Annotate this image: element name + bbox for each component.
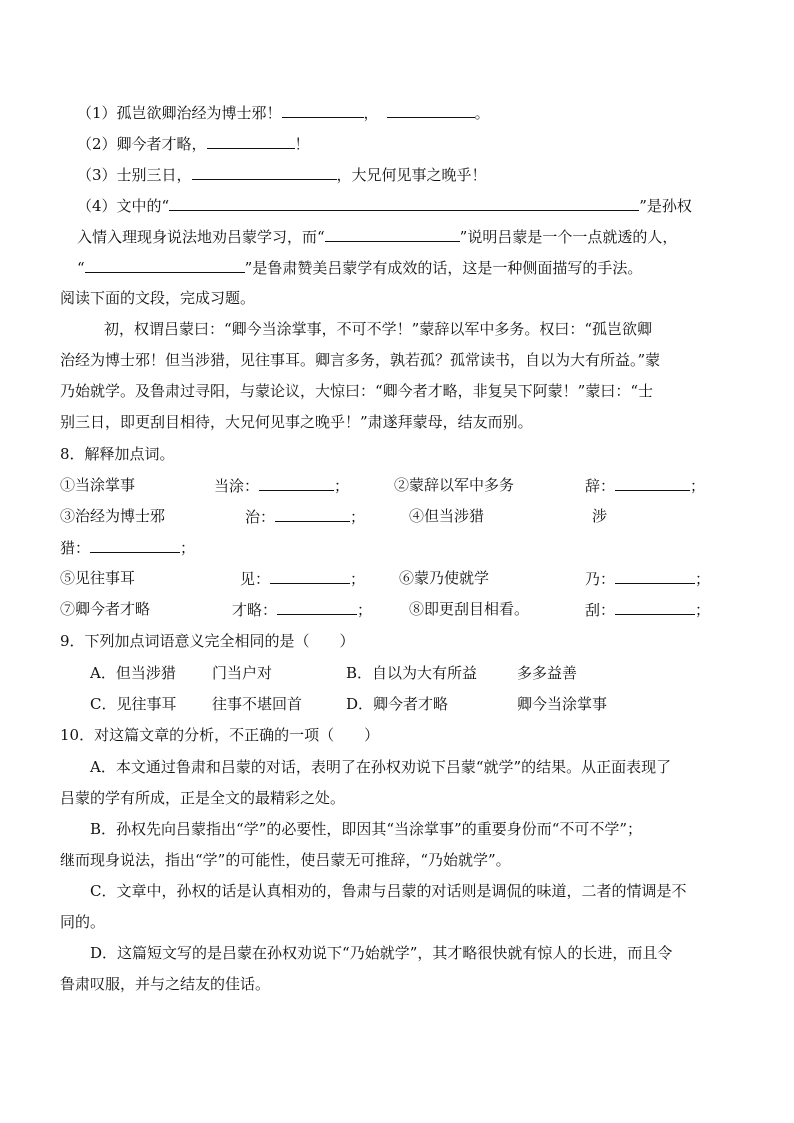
q1-text: （1）孤岂欲卿治经为博士邪！ (77, 104, 282, 122)
fill-in-q3 (77, 163, 487, 185)
q8-item-sentence: ④但当涉猎 (409, 507, 485, 525)
q9-title: 9．下列加点词语意义完全相同的是（ ） (60, 632, 355, 650)
q8-item-sentence: ⑦卿今者才略 (60, 600, 151, 618)
q10-option-c-cont: 同的。 (60, 913, 106, 931)
fill-in-q4-line3 (77, 256, 642, 278)
reading-instruction: 阅读下面的文段，完成习题。 (60, 289, 256, 307)
passage-line: 初，权谓吕蒙曰：“卿今当涂掌事，不可不学！”蒙辞以军中多务。权曰：“孤岂欲卿 (104, 320, 653, 338)
q8-blank[interactable] (275, 505, 350, 522)
fill-in-q4-line2 (77, 225, 677, 247)
q10-option-c[interactable]: C．文章中，孙权的话是认真相劝的，鲁肃与吕蒙的对话则是调侃的味道，二者的情调是不 (90, 882, 687, 900)
passage-line: 治经为博士邪！但当涉猎，见往事耳。卿言多务，孰若孤？孤常读书，自以为大有所益。”蒙 (60, 351, 661, 369)
q8-item-word: 见： ； (240, 567, 365, 590)
passage-line: 乃始就学。及鲁肃过寻阳，与蒙论议，大惊曰：“卿今者才略，非复吴下阿蒙！”蒙曰：“士 (60, 382, 654, 400)
q10-option-a[interactable]: A．本文通过鲁肃和吕蒙的对话，表明了在孙权劝说下吕蒙“就学”的结果。从正面表现了 (90, 758, 672, 776)
q8-item-sentence: ②蒙辞以军中多务 (394, 476, 515, 494)
q9-option-b[interactable]: B．自以为大有所益 (346, 664, 478, 682)
q9-option-c[interactable]: C．见往事耳 (90, 695, 177, 713)
q2-text: （2）卿今者才略， (77, 135, 207, 153)
q1-blank-1[interactable] (282, 101, 364, 118)
q10-title: 10．对这篇文章的分析，不正确的一项（ ） (60, 726, 380, 744)
q8-item-sentence: ⑥蒙乃使就学 (399, 569, 490, 587)
q8-item-sentence: ①当涂掌事 (60, 476, 136, 494)
q9-option-a-pair: 门当户对 (212, 664, 273, 682)
q9-option-d[interactable]: D．卿今者才略 (346, 695, 449, 713)
q4-text: （4）文中的“ (77, 197, 170, 215)
q8-item-word: 才略： ； (232, 598, 372, 621)
q1-end: 。 (474, 104, 490, 122)
q3-text: （3）士别三日， (77, 166, 192, 184)
q4-line2-b: ”说明吕蒙是一个一点就透的人， (459, 228, 678, 246)
passage-line: 别三日，即更刮目相待，大兄何见事之晚乎！”肃遂拜蒙母，结友而别。 (60, 413, 533, 431)
q8-blank[interactable] (277, 598, 357, 615)
q9-option-d-pair: 卿今当涂掌事 (517, 695, 608, 713)
q10-option-b-cont: 继而现身说法，指出“学”的可能性，使吕蒙无可推辞，“乃始就学”。 (60, 851, 511, 869)
q3-blank[interactable] (192, 163, 337, 180)
q1-blank-2[interactable] (387, 101, 475, 118)
q8-item-word: 当涂： ； (214, 474, 349, 497)
fill-in-q2 (77, 132, 310, 154)
q10-option-a-cont: 吕蒙的学有所成，正是全文的最精彩之处。 (60, 789, 346, 807)
q4-line2-a: 入情入理现身说法地劝吕蒙学习，而“ (77, 228, 325, 246)
q8-item-word: 涉 (592, 507, 608, 525)
q10-option-d[interactable]: D．这篇短文写的是吕蒙在孙权劝说下“乃始就学”，其才略很快就有惊人的长进，而且令 (90, 944, 673, 962)
q4-line3-a: “ (77, 259, 85, 277)
q8-blank[interactable] (615, 474, 690, 491)
q8-item-word: 猎： ； (60, 536, 195, 559)
q8-item-sentence: ⑤见往事耳 (60, 569, 136, 587)
q4-blank-1[interactable] (169, 194, 639, 211)
q4-mid: ”是孙权 (639, 197, 692, 215)
q10-option-b[interactable]: B．孙权先向吕蒙指出“学”的必要性，即因其“当涂掌事”的重要身份而“不可不学”； (90, 820, 643, 838)
q8-blank[interactable] (270, 567, 350, 584)
q9-option-a[interactable]: A．但当涉猎 (90, 664, 176, 682)
q8-item-word: 刮： ； (585, 598, 710, 621)
q4-line3-b: ”是鲁肃赞美吕蒙学有成效的话，这是一种侧面描写的手法。 (244, 259, 643, 277)
q2-blank[interactable] (207, 132, 295, 149)
q8-item-sentence: ③治经为博士邪 (60, 507, 166, 525)
q9-option-b-pair: 多多益善 (517, 664, 578, 682)
q8-blank[interactable] (615, 598, 695, 615)
q8-item-sentence: ⑧即更刮目相看。 (409, 600, 530, 618)
q2-end: ！ (294, 135, 310, 153)
q8-item-word: 辞： ； (585, 474, 705, 497)
q8-title: 8．解释加点词。 (60, 445, 175, 463)
q9-option-c-pair: 往事不堪回首 (212, 695, 303, 713)
q4-blank-2[interactable] (325, 225, 460, 242)
q3-suffix: ，大兄何见事之晚乎！ (336, 166, 487, 184)
q8-blank[interactable] (90, 536, 180, 553)
fill-in-q4-line1 (77, 194, 692, 216)
q10-option-d-cont: 鲁肃叹服，并与之结友的佳话。 (60, 975, 271, 993)
q8-blank[interactable] (615, 567, 695, 584)
q4-blank-3[interactable] (85, 256, 245, 273)
q8-item-word: 治： ； (245, 505, 365, 528)
q1-sep: ， (363, 104, 379, 122)
fill-in-q1 (77, 101, 490, 123)
q8-item-word: 乃： ； (585, 567, 710, 590)
q8-blank[interactable] (259, 474, 334, 491)
